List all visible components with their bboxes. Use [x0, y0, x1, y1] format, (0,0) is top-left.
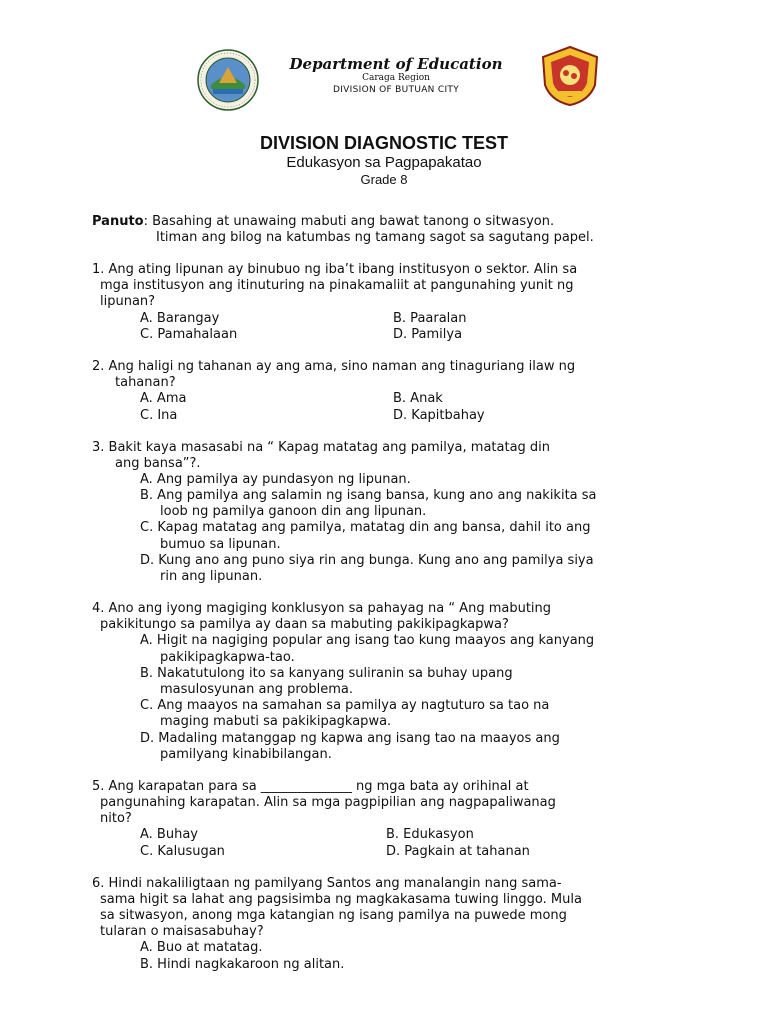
q2-line-1: 2. Ang haligi ng tahanan ay ang ama, sino naman ang tinaguriang ilaw ng: [92, 359, 576, 374]
region-name: Caraga Region: [362, 73, 430, 83]
q1-option-c: C. Pamahalaan: [140, 327, 238, 342]
q4-option-c-line-1: C. Ang maayos na samahan sa pamilya ay nagtuturo sa tao na: [140, 698, 550, 713]
division-name: DIVISION OF BUTUAN CITY: [333, 85, 459, 95]
q1-option-b: B. Paaralan: [393, 311, 467, 326]
q3-option-d-line-2: rin ang lipunan.: [160, 569, 263, 584]
q4-option-b-line-2: masulosyunan ang problema.: [160, 682, 353, 697]
q5-option-d: D. Pagkain at tahanan: [386, 844, 530, 859]
q2-option-b: B. Anak: [393, 391, 443, 406]
q6-line-2: sama higit sa lahat ang pagsisimba ng magkakasama tuwing linggo. Mula: [100, 892, 582, 907]
grade-level: Grade 8: [360, 172, 408, 187]
q4-line-2: pakikitungo sa pamilya ay daan sa mabuting pakikipagkapwa?: [100, 617, 509, 632]
q1-line-2: mga institusyon ang itinuturing na pinakamaliit at pangunahing yunit ng: [100, 278, 574, 293]
q5-line-1: 5. Ang karapatan para sa ______________ ng mga bata ay orihinal at: [92, 779, 529, 794]
q1-line-3: lipunan?: [100, 294, 156, 309]
instructions-line-1: Panuto: Basahing at unawaing mabuti ang bawat tanong o sitwasyon.: [92, 214, 555, 229]
q3-option-b-line-1: B. Ang pamilya ang salamin ng isang bansa, kung ano ang nakikita sa: [140, 488, 597, 503]
q6-line-4: tularan o maisasabuhay?: [100, 924, 264, 939]
q1-option-d: D. Pamilya: [393, 327, 463, 342]
q4-option-b-line-1: B. Nakatutulong ito sa kanyang suliranin sa buhay upang: [140, 666, 513, 681]
q3-option-c-line-1: C. Kapag matatag ang pamilya, matatag din ang bansa, dahil ito ang: [140, 520, 591, 535]
q5-option-b: B. Edukasyon: [386, 827, 474, 842]
q2-line-2: tahanan?: [115, 375, 176, 390]
q2-option-d: D. Kapitbahay: [393, 408, 485, 423]
q5-option-c: C. Kalusugan: [140, 844, 225, 859]
test-title: DIVISION DIAGNOSTIC TEST: [259, 133, 509, 153]
instructions-label: Panuto: [92, 214, 144, 229]
q4-option-a-line-2: pakikipagkapwa-tao.: [160, 650, 295, 665]
q3-option-c-line-2: bumuo sa lipunan.: [160, 537, 281, 552]
q6-line-1: 6. Hindi nakaliligtaan ng pamilyang Santos ang manalangin nang sama-: [92, 876, 562, 891]
q3-line-1: 3. Bakit kaya masasabi na “ Kapag matatag ang pamilya, matatag din: [92, 440, 551, 455]
q2-option-a: A. Ama: [140, 391, 187, 406]
q1-line-1: 1. Ang ating lipunan ay binubuo ng iba’t ibang institusyon o sektor. Alin sa: [92, 262, 578, 277]
subject-title: Edukasyon sa Pagpapakatao: [286, 154, 482, 171]
q4-option-d-line-1: D. Madaling matanggap ng kapwa ang isang tao na maayos ang: [140, 731, 560, 746]
q5-line-3: nito?: [100, 811, 132, 826]
q4-line-1: 4. Ano ang iyong magiging konklusyon sa pahayag na “ Ang mabuting: [92, 601, 552, 616]
q6-option-b: B. Hindi nagkakaroon ng alitan.: [140, 957, 345, 972]
q5-option-a: A. Buhay: [140, 827, 198, 842]
q4-option-a-line-1: A. Higit na nagiging popular ang isang tao kung maayos ang kanyang: [140, 633, 595, 648]
q6-option-a: A. Buo at matatag.: [140, 940, 263, 955]
q3-option-d-line-1: D. Kung ano ang puno siya rin ang bunga. Kung ano ang pamilya siya: [140, 553, 594, 568]
instructions-line-2: Itiman ang bilog na katumbas ng tamang sagot sa sagutang papel.: [156, 230, 594, 245]
q3-option-a: A. Ang pamilya ay pundasyon ng lipunan.: [140, 472, 411, 487]
department-name: Department of Education: [289, 55, 503, 73]
q1-option-a: A. Barangay: [140, 311, 220, 326]
q4-option-d-line-2: pamilyang kinabibilangan.: [160, 747, 332, 762]
q3-line-2: ang bansa”?.: [115, 456, 201, 471]
q6-line-3: sa sitwasyon, anong mga katangian ng isang pamilya na puwede mong: [100, 908, 567, 923]
q3-option-b-line-2: loob ng pamilya ganoon din ang lipunan.: [160, 504, 427, 519]
q5-line-2: pangunahing karapatan. Alin sa mga pagpipilian ang nagpapaliwanag: [100, 795, 556, 810]
q4-option-c-line-2: maging mabuti sa pakikipagkapwa.: [160, 714, 392, 729]
q2-option-c: C. Ina: [140, 408, 178, 423]
